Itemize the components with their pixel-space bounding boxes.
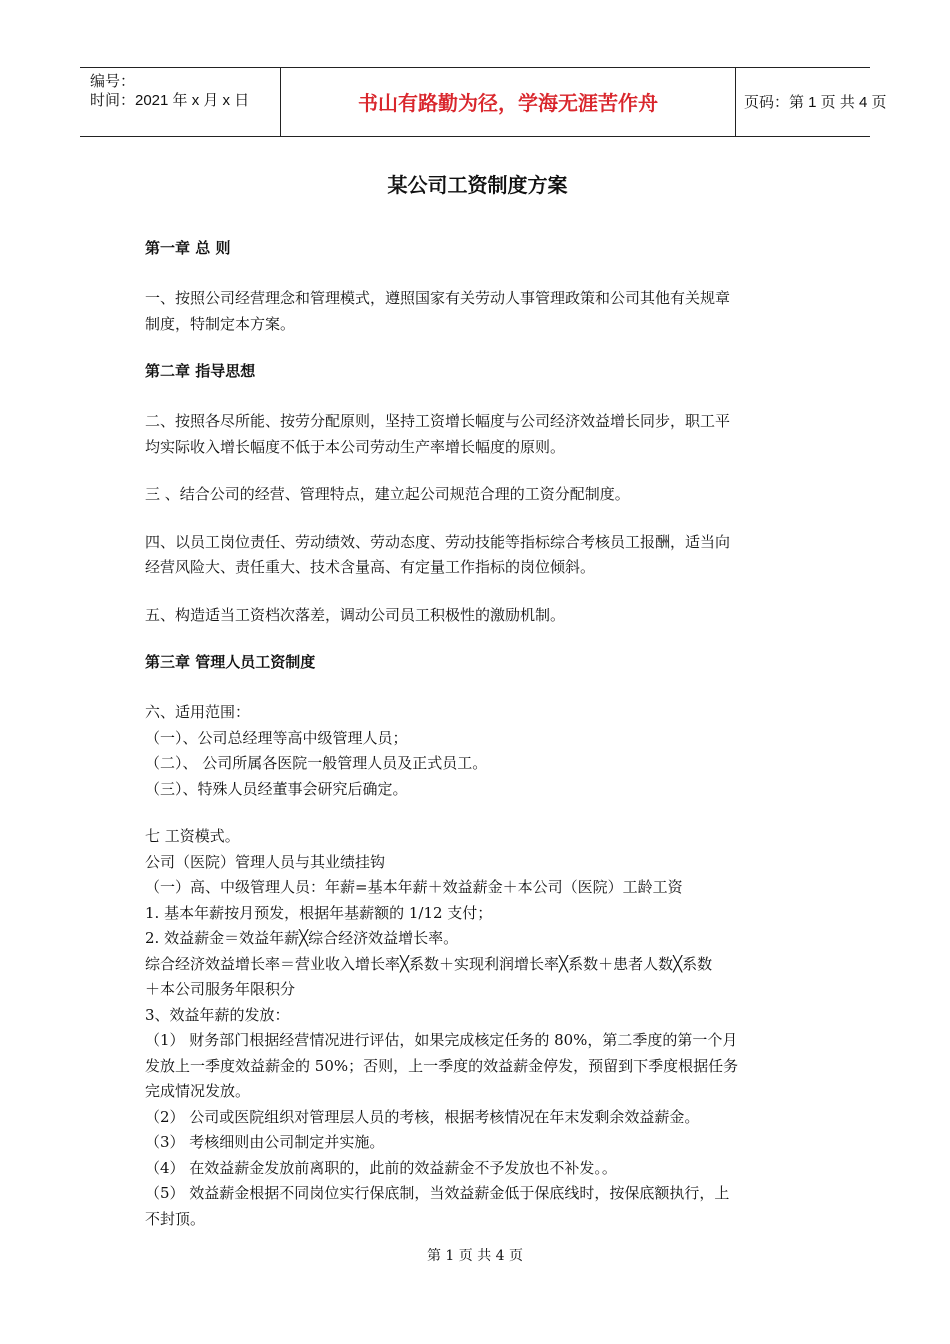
list-item: （4） 在效益薪金发放前离职的，此前的效益薪金不予发放也不补发。。	[145, 1158, 617, 1177]
list-item: ＋本公司服务年限积分	[145, 980, 296, 998]
page-header-table	[80, 67, 887, 137]
paragraph-line: 均实际收入增长幅度不低于本公司劳动生产率增长幅度的原则。	[145, 437, 566, 456]
list-item: 2. 效益薪金＝效益年薪╳综合经济效益增长率。	[145, 929, 459, 947]
list-item: （二）、 公司所属各医院一般管理人员及正式员工。	[145, 754, 488, 772]
list-item: （一）、公司总经理等高中级管理人员；	[145, 728, 408, 747]
document-title: 某公司工资制度方案	[387, 173, 568, 197]
chapter-heading: 第一章 总 则	[145, 239, 231, 257]
header-slogan-cell	[280, 68, 736, 136]
header-page-cell	[735, 68, 887, 136]
list-item: 3、效益年薪的发放：	[145, 1005, 290, 1024]
list-item: （2） 公司或医院组织对管理层人员的考核，根据考核情况在年末发剩余效益薪金。	[145, 1107, 700, 1126]
paragraph-line: 二、按照各尽所能、按劳分配原则，坚持工资增长幅度与公司经济效益增长同步，职工平	[145, 412, 731, 430]
list-item: （1） 财务部门根据经营情况进行评估，如果完成核定任务的 80%，第二季度的第一个月	[145, 1031, 738, 1049]
paragraph-line: 三 、结合公司的经营、管理特点，建立起公司规范合理的工资分配制度。	[145, 485, 630, 503]
list-item: 七 工资模式。	[145, 827, 240, 845]
chapter-heading: 第二章 指导思想	[145, 362, 256, 380]
list-item: 综合经济效益增长率＝营业收入增长率╳系数＋实现利润增长率╳系数＋患者人数╳系数	[145, 954, 713, 973]
paragraph-line: 经营风险大、责任重大、技术含量高、有定量工作指标的岗位倾斜。	[145, 558, 596, 576]
list-item: 完成情况发放。	[145, 1082, 251, 1100]
header-meta-cell	[80, 68, 280, 136]
header-slogan: 书山有路勤为径，学海无涯苦作舟	[358, 91, 658, 115]
paragraph-line: 一、按照公司经营理念和管理模式，遵照国家有关劳动人事管理政策和公司其他有关规章	[145, 289, 731, 307]
paragraph-line: 五、构造适当工资档次落差，调动公司员工积极性的激励机制。	[145, 605, 566, 624]
list-item: 公司（医院）管理人员与其业绩挂钩	[145, 852, 386, 871]
time-label: 时间：2021 年 x 月 x 日	[90, 92, 250, 109]
list-item: （一）高、中级管理人员：年薪=基本年薪＋效益薪金＋本公司（医院）工龄工资	[145, 878, 683, 896]
list-item: （三）、特殊人员经董事会研究后确定。	[145, 779, 408, 798]
list-item: 1. 基本年薪按月预发，根据年基薪额的 1/12 支付；	[145, 903, 493, 922]
paragraph-line: 制度，特制定本方案。	[145, 314, 296, 333]
paragraph-line: 四、以员工岗位责任、劳动绩效、劳动态度、劳动技能等指标综合考核员工报酬，适当向	[145, 532, 731, 551]
chapter-heading: 第三章 管理人员工资制度	[145, 653, 316, 671]
header-page-info: 页码：第 1 页 共 4 页	[744, 94, 887, 111]
number-label: 编号：	[90, 73, 136, 90]
list-item: 不封顶。	[145, 1209, 206, 1228]
page-footer: 第 1 页 共 4 页	[426, 1248, 524, 1264]
list-item: 发放上一季度效益薪金的 50%；否则，上一季度的效益薪金停发，预留到下季度根据任务	[145, 1056, 739, 1075]
list-item: 六、适用范围：	[145, 703, 251, 721]
list-item: （5） 效益薪金根据不同岗位实行保底制，当效益薪金低于保底线时，按保底额执行，上	[145, 1184, 730, 1202]
list-item: （3） 考核细则由公司制定并实施。	[145, 1133, 385, 1151]
document-body	[145, 170, 810, 1232]
